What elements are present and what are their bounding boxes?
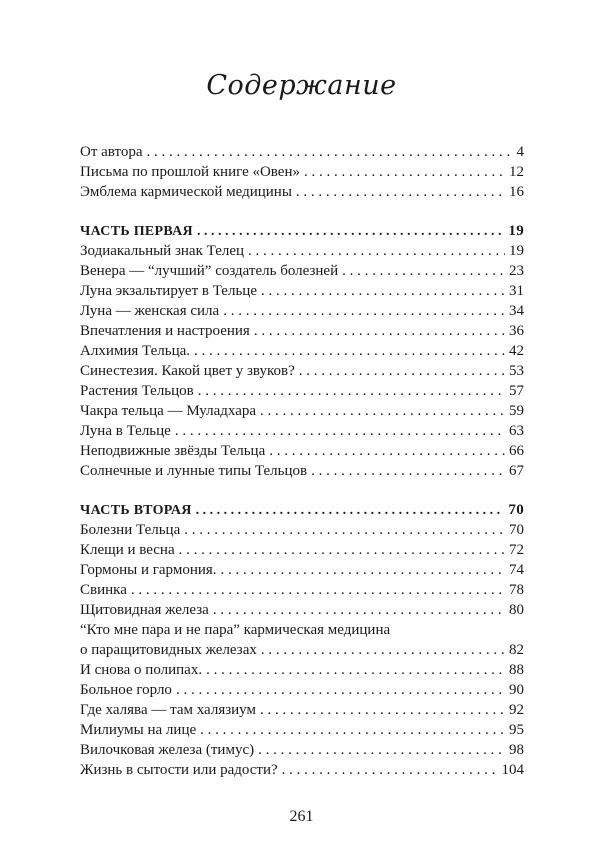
page-number: 261 bbox=[289, 808, 314, 825]
toc-entry-page: 31 bbox=[509, 283, 524, 299]
toc-entry-page: 36 bbox=[509, 323, 524, 339]
toc-entry-title: Луна экзальтирует в Тельце bbox=[80, 283, 257, 299]
toc-entry-page: 34 bbox=[509, 303, 524, 319]
toc-entry-title: Письма по прошлой книге «Овен» bbox=[80, 164, 300, 180]
dot-leader bbox=[248, 241, 505, 261]
toc-entry-page: 63 bbox=[509, 423, 524, 439]
dot-leader bbox=[200, 720, 505, 740]
toc-entry[interactable] bbox=[80, 241, 524, 261]
toc-entry-line1[interactable] bbox=[80, 620, 524, 640]
toc-entry-title: Где халява — там халязиум bbox=[80, 702, 256, 718]
dot-leader bbox=[206, 660, 505, 680]
toc-entry-title: Впечатления и настроения bbox=[80, 323, 250, 339]
toc-entry[interactable] bbox=[80, 441, 524, 461]
toc-part-heading[interactable] bbox=[80, 221, 524, 241]
dot-leader bbox=[179, 540, 505, 560]
toc-entry[interactable] bbox=[80, 560, 524, 580]
toc-entry-title: Больное горло bbox=[80, 682, 172, 698]
toc-entry-title: Венера — “лучший” создатель болезней bbox=[80, 263, 339, 279]
dot-leader bbox=[304, 162, 505, 182]
toc-entry[interactable] bbox=[80, 381, 524, 401]
dot-leader bbox=[184, 520, 505, 540]
toc-entry-title: Солнечные и лунные типы Тельцов bbox=[80, 463, 308, 479]
toc-entry[interactable] bbox=[80, 720, 524, 740]
toc-entry[interactable] bbox=[80, 680, 524, 700]
toc-entry-title: Неподвижные звёзды Тельца bbox=[80, 443, 266, 459]
toc-entry-page: 42 bbox=[509, 343, 524, 359]
toc-entry-page: 12 bbox=[509, 164, 524, 180]
toc-entry-page: 66 bbox=[509, 443, 524, 459]
dot-leader bbox=[196, 501, 505, 521]
toc-entry[interactable] bbox=[80, 281, 524, 301]
dot-leader bbox=[296, 182, 505, 202]
dot-leader bbox=[198, 381, 505, 401]
toc-entry-page: 57 bbox=[509, 383, 524, 399]
dot-leader bbox=[147, 142, 513, 162]
toc-entry-page: 23 bbox=[509, 263, 524, 279]
toc-part-title: ЧАСТЬ ВТОРАЯ bbox=[80, 503, 192, 518]
toc-entry-title: Луна в Тельце bbox=[80, 423, 171, 439]
dot-leader bbox=[261, 640, 505, 660]
toc-entry-page: 4 bbox=[516, 144, 524, 160]
toc-entry[interactable] bbox=[80, 301, 524, 321]
toc-entry-title: Луна — женская сила bbox=[80, 303, 220, 319]
dot-leader bbox=[213, 600, 505, 620]
toc-entry-title: Алхимия Тельца. bbox=[80, 343, 191, 359]
toc-entry-page: 59 bbox=[509, 403, 524, 419]
dot-leader bbox=[261, 281, 505, 301]
toc-entry-title: Клещи и весна bbox=[80, 542, 175, 558]
toc-entry-page: 90 bbox=[509, 682, 524, 698]
toc-part-heading[interactable] bbox=[80, 500, 524, 520]
dot-leader bbox=[254, 321, 505, 341]
toc-entry-page: 53 bbox=[509, 363, 524, 379]
dot-leader bbox=[176, 680, 505, 700]
toc-entry-title: Милиумы на лице bbox=[80, 722, 197, 738]
toc-part-page: 70 bbox=[508, 502, 524, 518]
toc-entry[interactable] bbox=[80, 182, 524, 202]
toc-entry-page: 95 bbox=[509, 722, 524, 738]
toc-entry[interactable] bbox=[80, 142, 524, 162]
toc-entry-page: 98 bbox=[509, 742, 524, 758]
toc-entry-title: Вилочковая железа (тимус) bbox=[80, 742, 255, 758]
toc-entry-page: 74 bbox=[509, 562, 524, 578]
toc-entry-title: Эмблема кармической медицины bbox=[80, 184, 292, 200]
dot-leader bbox=[269, 441, 505, 461]
toc-entry[interactable] bbox=[80, 421, 524, 441]
toc-entry-title: Гормоны и гармония. bbox=[80, 562, 217, 578]
toc-entry[interactable] bbox=[80, 700, 524, 720]
dot-leader bbox=[223, 301, 505, 321]
toc-entry-title: От автора bbox=[80, 144, 143, 160]
dot-leader bbox=[221, 560, 505, 580]
toc-entry[interactable] bbox=[80, 341, 524, 361]
toc-entry-page: 19 bbox=[509, 243, 524, 259]
dot-leader bbox=[258, 740, 505, 760]
toc-part-page: 19 bbox=[508, 223, 524, 239]
toc-entry[interactable] bbox=[80, 660, 524, 680]
dot-leader bbox=[260, 700, 505, 720]
dot-leader bbox=[299, 361, 505, 381]
page-title: Содержание bbox=[206, 70, 397, 101]
toc-entry[interactable] bbox=[80, 600, 524, 620]
dot-leader bbox=[282, 760, 498, 780]
dot-leader bbox=[260, 401, 505, 421]
toc-entry-title: Свинка bbox=[80, 582, 127, 598]
toc-entry-title: Чакра тельца — Муладхара bbox=[80, 403, 257, 419]
toc-entry-page: 72 bbox=[509, 542, 524, 558]
toc-entry[interactable] bbox=[80, 361, 524, 381]
toc-entry[interactable] bbox=[80, 401, 524, 421]
toc-entry-page: 80 bbox=[509, 602, 524, 618]
toc-entry-page: 16 bbox=[509, 184, 524, 200]
toc-entry[interactable] bbox=[80, 540, 524, 560]
toc-entry[interactable] bbox=[80, 740, 524, 760]
toc-entry[interactable] bbox=[80, 520, 524, 540]
toc-entry-page: 70 bbox=[509, 522, 524, 538]
dot-leader bbox=[342, 261, 505, 281]
toc-entry-title: Синестезия. Какой цвет у звуков? bbox=[80, 363, 295, 379]
toc-entry-title: о паращитовидных железах bbox=[80, 642, 257, 658]
toc-entry[interactable] bbox=[80, 580, 524, 600]
toc-entry-title: Растения Тельцов bbox=[80, 383, 194, 399]
dot-leader bbox=[131, 580, 505, 600]
toc-entry-title: Жизнь в сытости или радости? bbox=[80, 762, 278, 778]
dot-leader bbox=[194, 341, 505, 361]
dot-leader bbox=[197, 222, 504, 242]
toc-entry-title: Щитовидная железа bbox=[80, 602, 209, 618]
toc-entry[interactable] bbox=[80, 261, 524, 281]
toc-entry[interactable] bbox=[80, 162, 524, 182]
toc-entry-page: 92 bbox=[509, 702, 524, 718]
toc-part-title: ЧАСТЬ ПЕРВАЯ bbox=[80, 224, 193, 239]
toc-entry-title: Болезни Тельца bbox=[80, 522, 181, 538]
toc-entry[interactable] bbox=[80, 760, 524, 780]
toc-entry-page: 67 bbox=[509, 463, 524, 479]
toc-entry-page: 104 bbox=[501, 762, 524, 778]
toc-entry[interactable] bbox=[80, 461, 524, 481]
toc-entry-page: 78 bbox=[509, 582, 524, 598]
toc-entry[interactable] bbox=[80, 321, 524, 341]
toc-entry-page: 88 bbox=[509, 662, 524, 678]
toc-entry-title: И снова о полипах. bbox=[80, 662, 203, 678]
table-of-contents bbox=[80, 142, 524, 780]
toc-entry-page: 82 bbox=[509, 642, 524, 658]
dot-leader bbox=[175, 421, 505, 441]
toc-entry-line2[interactable] bbox=[80, 640, 524, 660]
toc-entry-title: Зодиакальный знак Телец bbox=[80, 243, 245, 259]
dot-leader bbox=[311, 461, 505, 481]
toc-entry-title: “Кто мне пара и не пара” кармическая медицина bbox=[80, 622, 391, 638]
